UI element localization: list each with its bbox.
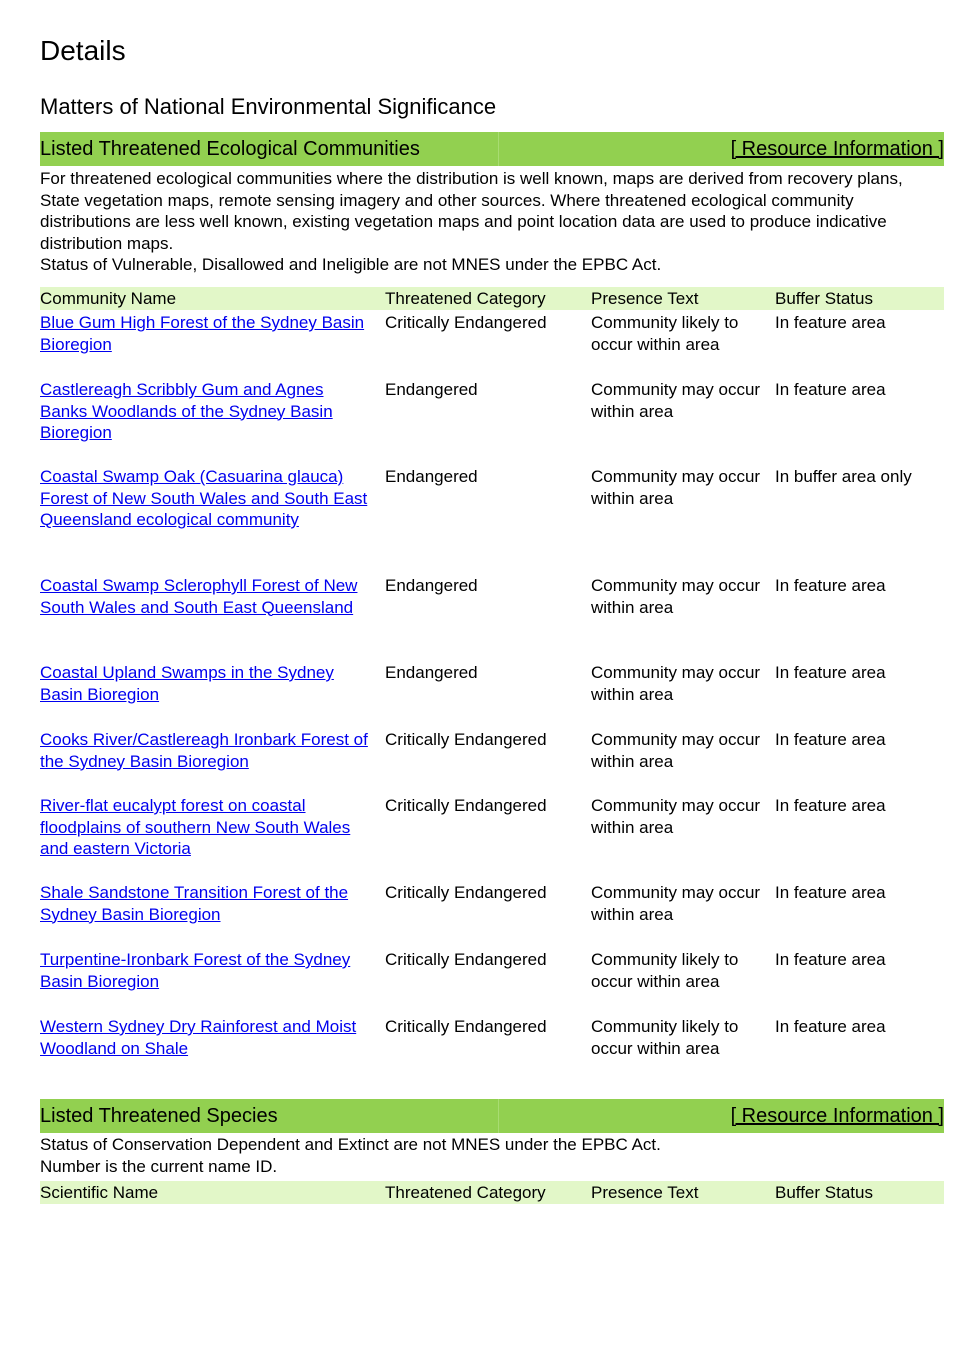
threatened-category: Critically Endangered [385, 950, 547, 969]
column-header-buffer-status: Buffer Status [775, 289, 873, 308]
column-header-buffer-status: Buffer Status [775, 1183, 873, 1202]
buffer-status: In feature area [775, 883, 886, 902]
communities-table-header [40, 287, 944, 310]
presence-text: Community likely to occur within area [591, 313, 739, 354]
presence-text: Community may occur within area [591, 576, 761, 617]
buffer-status: In feature area [775, 663, 886, 682]
buffer-status: In feature area [775, 313, 886, 332]
community-link[interactable]: Coastal Upland Swamps in the Sydney Basin Bioregion [40, 663, 334, 704]
presence-text: Community may occur within area [591, 883, 761, 924]
community-link[interactable]: Coastal Swamp Sclerophyll Forest of New South Wales and South East Queensland [40, 576, 358, 617]
threatened-category: Endangered [385, 663, 478, 682]
threatened-category: Critically Endangered [385, 796, 547, 815]
presence-text: Community may occur within area [591, 796, 761, 837]
communities-heading: Listed Threatened Ecological Communities [40, 137, 420, 160]
communities-intro [40, 168, 940, 276]
buffer-status: In feature area [775, 576, 886, 595]
column-header-community-name: Community Name [40, 289, 177, 308]
column-header-threatened-category: Threatened Category [385, 289, 546, 308]
species-name-id-note: Number is the current name ID. [40, 1156, 278, 1176]
community-link[interactable]: Turpentine-Ironbark Forest of the Sydney Basin Bioregion [40, 950, 351, 991]
buffer-status: In feature area [775, 950, 886, 969]
presence-text: Community likely to occur within area [591, 1017, 739, 1058]
presence-text: Community may occur within area [591, 663, 761, 704]
column-header-scientific-name: Scientific Name [40, 1183, 159, 1202]
threatened-category: Endangered [385, 576, 478, 595]
community-link[interactable]: Shale Sandstone Transition Forest of the Sydney Basin Bioregion [40, 883, 349, 924]
species-section-header [40, 1099, 944, 1133]
species-table-header [40, 1181, 944, 1204]
species-status-note: Status of Conservation Dependent and Extinct are not MNES under the EPBC Act. [40, 1135, 661, 1154]
column-header-threatened-category: Threatened Category [385, 1183, 546, 1202]
buffer-status: In feature area [775, 796, 886, 815]
species-heading: Listed Threatened Species [40, 1104, 278, 1127]
buffer-status: In feature area [775, 730, 886, 749]
presence-text: Community may occur within area [591, 380, 761, 421]
threatened-category: Critically Endangered [385, 730, 547, 749]
page-subtitle: Matters of National Environmental Significance [40, 94, 497, 119]
column-header-presence-text: Presence Text [591, 289, 699, 308]
buffer-status: In feature area [775, 1017, 886, 1036]
threatened-category: Critically Endangered [385, 313, 547, 332]
page-title: Details [40, 35, 126, 66]
buffer-status: In buffer area only [775, 467, 912, 486]
community-link[interactable]: Western Sydney Dry Rainforest and Moist Woodland on Shale [40, 1017, 357, 1058]
community-link[interactable]: Castlereagh Scribbly Gum and Agnes Banks Woodlands of the Sydney Basin Bioregion [40, 380, 333, 442]
header-divider [498, 132, 499, 166]
header-divider [498, 1099, 499, 1133]
species-intro [40, 1134, 940, 1177]
threatened-category: Critically Endangered [385, 1017, 547, 1036]
communities-status-note: Status of Vulnerable, Disallowed and Ineligible are not MNES under the EPBC Act. [40, 255, 662, 274]
presence-text: Community likely to occur within area [591, 950, 739, 991]
communities-resource-link[interactable]: [ Resource Information ] [730, 137, 944, 160]
species-resource-link[interactable]: [ Resource Information ] [730, 1104, 944, 1127]
community-link[interactable]: River-flat eucalypt forest on coastal floodplains of southern New South Wales and eastern Victoria [40, 796, 351, 858]
presence-text: Community may occur within area [591, 730, 761, 771]
threatened-category: Critically Endangered [385, 883, 547, 902]
community-link[interactable]: Blue Gum High Forest of the Sydney Basin Bioregion [40, 313, 365, 354]
community-link[interactable]: Coastal Swamp Oak (Casuarina glauca) Forest of New South Wales and South East Queensland ecological community [40, 467, 368, 529]
threatened-category: Endangered [385, 467, 478, 486]
column-header-presence-text: Presence Text [591, 1183, 699, 1202]
buffer-status: In feature area [775, 380, 886, 399]
threatened-category: Endangered [385, 380, 478, 399]
communities-section-header [40, 132, 944, 166]
community-link[interactable]: Cooks River/Castlereagh Ironbark Forest of the Sydney Basin Bioregion [40, 730, 368, 771]
communities-intro-text: For threatened ecological communities where the distribution is well known, maps are derived from recovery plans, State vegetation maps, remote sensing imagery and other sources. Where threatened ecological community distributions are less well known, existing vegetation maps and point location data are used to produce indicative distribution maps. [40, 169, 903, 253]
presence-text: Community may occur within area [591, 467, 761, 508]
